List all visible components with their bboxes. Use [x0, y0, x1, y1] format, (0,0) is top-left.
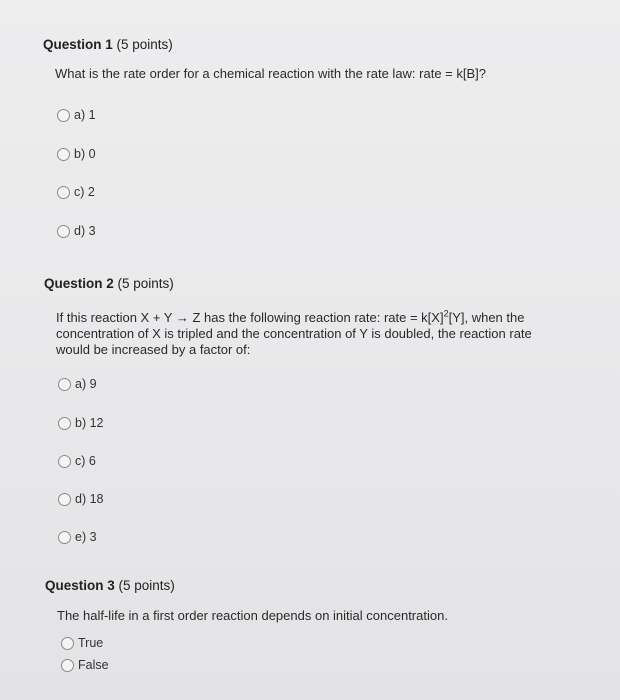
q2-option-e-label: e) 3 — [75, 530, 97, 544]
q3-option-false[interactable] — [61, 656, 109, 674]
question-1-text: What is the rate order for a chemical reaction with the rate law: rate = k[B]? — [55, 66, 486, 81]
q1-option-c[interactable] — [57, 183, 95, 201]
radio-button[interactable] — [57, 186, 70, 199]
q2-option-c[interactable] — [58, 452, 96, 470]
question-3-number: Question 3 — [45, 578, 115, 593]
q1-option-a[interactable] — [57, 106, 96, 124]
question-3-points: (5 points) — [118, 578, 175, 593]
question-2-title — [44, 276, 174, 291]
q3-option-true[interactable] — [61, 634, 103, 652]
q2-option-d-label: d) 18 — [75, 492, 104, 506]
question-2-text-line-2: concentration of X is tripled and the concentration of Y is doubled, the reaction rate — [56, 326, 532, 341]
q2-option-a-label: a) 9 — [75, 377, 97, 391]
question-3-text: The half-life in a first order reaction depends on initial concentration. — [57, 608, 448, 623]
q2-option-d[interactable] — [58, 490, 104, 508]
radio-button[interactable] — [58, 531, 71, 544]
q1-option-b[interactable] — [57, 145, 96, 163]
radio-button[interactable] — [58, 378, 71, 391]
question-1-title — [43, 37, 173, 52]
q1-option-b-label: b) 0 — [74, 147, 96, 161]
q3-option-false-label: False — [78, 658, 109, 672]
q2-option-a[interactable] — [58, 375, 97, 393]
question-2-text-part-2: [Y], when the — [448, 310, 525, 325]
question-2-text-part-1: If this reaction X + Y → Z has the following reaction rate: rate = k[X] — [56, 310, 444, 325]
q2-option-b-label: b) 12 — [75, 416, 104, 430]
question-2-text-line-3: would be increased by a factor of: — [56, 342, 251, 357]
q1-option-a-label: a) 1 — [74, 108, 96, 122]
q3-option-true-label: True — [78, 636, 104, 650]
q2-option-c-label: c) 6 — [75, 454, 96, 468]
radio-button[interactable] — [58, 455, 71, 468]
question-2-number: Question 2 — [44, 276, 114, 291]
q1-option-d-label: d) 3 — [74, 224, 96, 238]
question-2-points: (5 points) — [117, 276, 174, 291]
radio-button[interactable] — [58, 417, 71, 430]
question-2-text-line-1 — [56, 310, 576, 326]
question-2-text-superscript: 2 — [443, 308, 449, 319]
question-3-title — [45, 578, 175, 593]
radio-button[interactable] — [61, 659, 74, 672]
radio-button[interactable] — [57, 225, 70, 238]
q1-option-d[interactable] — [57, 222, 96, 240]
radio-button[interactable] — [61, 637, 74, 650]
q2-option-b[interactable] — [58, 414, 104, 432]
radio-button[interactable] — [57, 109, 70, 122]
q1-option-c-label: c) 2 — [74, 185, 95, 199]
q2-option-e[interactable] — [58, 528, 97, 546]
question-1-number: Question 1 — [43, 37, 113, 52]
question-2-text — [56, 310, 576, 358]
radio-button[interactable] — [58, 493, 71, 506]
question-1-points: (5 points) — [116, 37, 173, 52]
radio-button[interactable] — [57, 148, 70, 161]
